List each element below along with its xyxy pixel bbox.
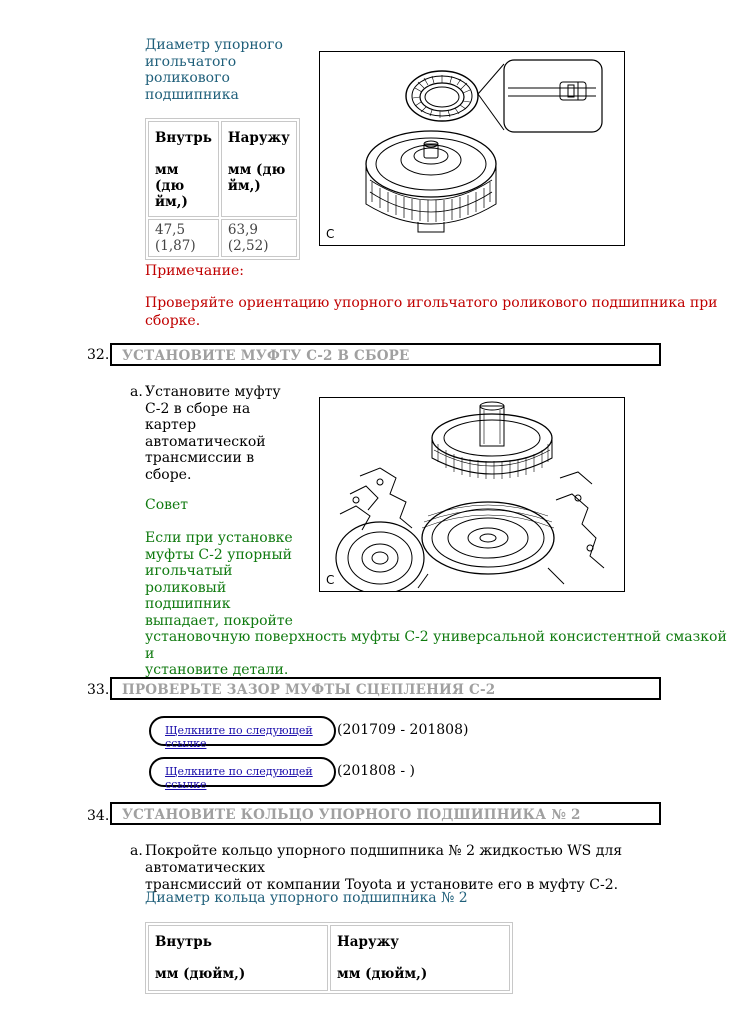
step-number: 34. (87, 808, 110, 824)
step-title-box (110, 677, 661, 700)
coat-instruction: Покройте кольцо упорного подшипника № 2 жидкостью WS для автоматических трансмиссий от компании Toyota и установите его в муфту C-2. (145, 843, 623, 893)
figure-letter: C (326, 227, 335, 241)
step-title: ПРОВЕРЬТЕ ЗАЗОР МУФТЫ СЦЕПЛЕНИЯ C-2 (122, 682, 496, 698)
step-title-box (110, 343, 661, 366)
title-line: роликового (145, 70, 230, 86)
bearing-illustration (320, 52, 624, 245)
table-cell-inner-value: 47,5 (1,87) (148, 219, 219, 257)
step-title: УСТАНОВИТЕ МУФТУ C-2 В СБОРЕ (122, 348, 410, 364)
hint-label: Совет (145, 497, 189, 513)
figure-letter: C (326, 573, 335, 587)
link-pill[interactable] (149, 716, 336, 750)
bearing-figure (319, 51, 625, 246)
step-number: 32. (87, 347, 110, 363)
clutch-install-illustration (320, 398, 624, 591)
note-label: Примечание: (145, 263, 244, 279)
note-text (145, 294, 718, 330)
race-diameter-title: Диаметр кольца упорного подшипника № 2 (145, 890, 468, 906)
reference-link[interactable]: Щелкните по следующей ссылке (165, 724, 313, 750)
table-cell-outer-value: 63,9 (2,52) (221, 219, 297, 257)
hint-text: Если при установке муфты C-2 упорный игольчатый роликовый подшипник выпадает, покройте установочную поверхность муфты C-2 универсальной консистентной смазкой и установите детали. (145, 530, 727, 678)
table-header-inner: Внутрь мм (дюйм,) (148, 925, 328, 991)
table-header-outer: Наружу мм (дюйм,) (330, 925, 510, 991)
thrust-bearing-diameter-title (145, 37, 283, 103)
note-line: Проверяйте ориентацию упорного игольчатого роликового подшипника при (145, 295, 718, 311)
thrust-bearing-diameter-table (145, 118, 300, 260)
title-line: игольчатого (145, 53, 237, 70)
reference-link[interactable]: Щелкните по следующей ссылке (165, 765, 313, 791)
link-pill[interactable] (149, 757, 336, 791)
title-line: Диаметр упорного (145, 37, 283, 53)
step-title-box (110, 802, 661, 825)
race-diameter-table (145, 922, 513, 994)
note-line: сборке. (145, 313, 201, 329)
step-number: 33. (87, 682, 110, 698)
title-line: подшипника (145, 86, 239, 103)
table-header-inner: Внутрь мм (дю йм,) (148, 121, 219, 217)
link-date-range: (201709 - 201808) (337, 722, 469, 738)
step-title: УСТАНОВИТЕ КОЛЬЦО УПОРНОГО ПОДШИПНИКА № 2 (122, 807, 581, 823)
link-date-range: (201808 - ) (337, 763, 415, 779)
list-marker: a. (130, 384, 143, 400)
clutch-install-figure (319, 397, 625, 592)
install-instruction: Установите муфту C-2 в сборе на картер автоматической трансмиссии в сборе. (145, 384, 281, 483)
table-header-outer: Наружу мм (дю йм,) (221, 121, 297, 217)
list-marker: a. (130, 843, 143, 859)
